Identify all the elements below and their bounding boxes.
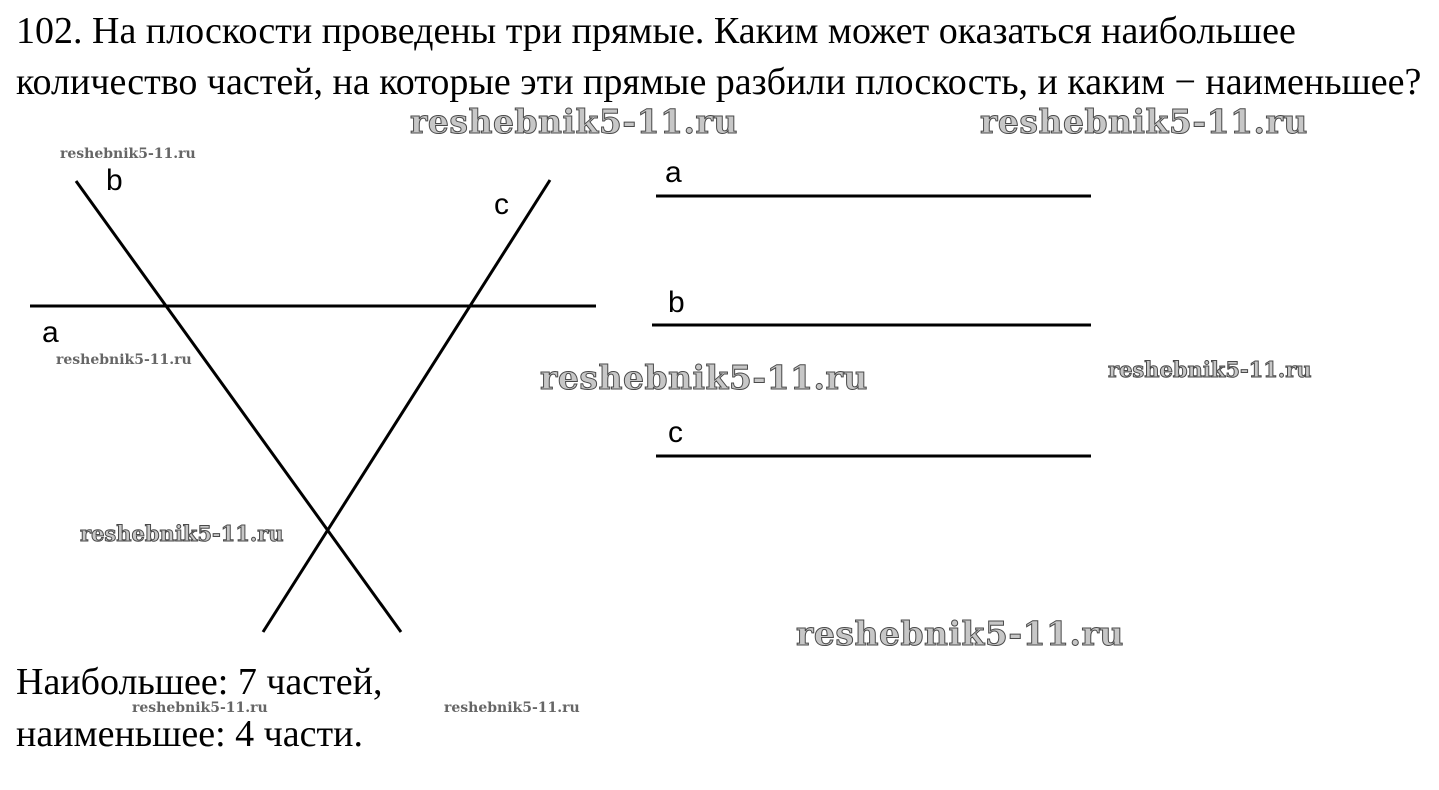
left-line-b xyxy=(76,181,401,632)
right-label-b: b xyxy=(668,286,685,319)
left-label-b: b xyxy=(106,164,123,197)
left-label-c: c xyxy=(494,188,509,221)
right-label-a: a xyxy=(665,156,682,189)
problem-text: 102. На плоскости проведены три прямые. Каким может оказаться наибольшее количество частей, на которые эти прямые разбили плоскость, и каким − наименьшее? xyxy=(16,10,1422,103)
watermark: reshebnik5-11.ru xyxy=(410,102,738,141)
watermark: reshebnik5-11.ru xyxy=(540,358,868,397)
answer-min: наименьшее: 4 части. xyxy=(16,713,363,755)
watermark: reshebnik5-11.ru xyxy=(132,700,268,716)
left-line-c xyxy=(263,180,550,632)
watermark: reshebnik5-11.ru xyxy=(1108,357,1312,382)
answer-max: Наибольшее: 7 частей, xyxy=(16,661,383,703)
watermark: reshebnik5-11.ru xyxy=(980,102,1308,141)
watermark: reshebnik5-11.ru xyxy=(56,352,192,368)
watermark: reshebnik5-11.ru xyxy=(796,614,1124,653)
watermark: reshebnik5-11.ru xyxy=(60,146,196,162)
watermark: reshebnik5-11.ru xyxy=(444,700,580,716)
watermark: reshebnik5-11.ru xyxy=(80,521,284,546)
right-label-c: c xyxy=(668,416,683,449)
left-label-a: a xyxy=(42,316,59,349)
